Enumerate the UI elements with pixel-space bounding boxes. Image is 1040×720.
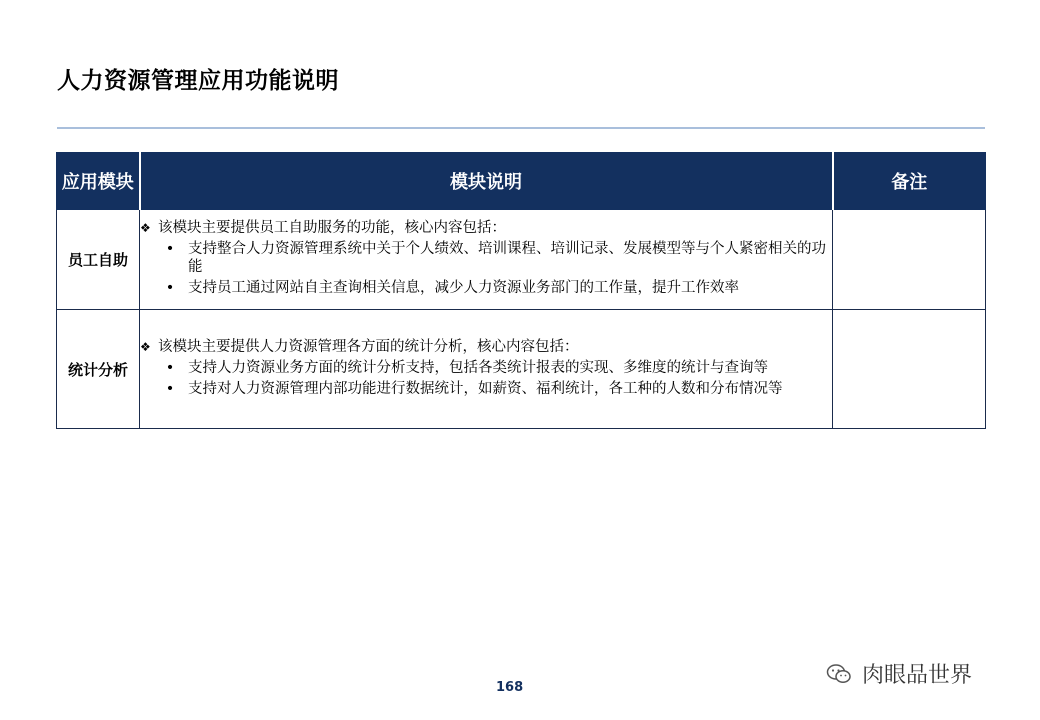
point-text: 支持人力资源业务方面的统计分析支持，包括各类统计报表的实现、多维度的统计与查询等 — [188, 359, 768, 376]
list-item — [140, 240, 832, 276]
watermark — [826, 658, 972, 689]
list-item — [140, 380, 832, 398]
module-note — [833, 310, 986, 429]
diamond-bullet-icon: ❖ — [140, 339, 151, 354]
module-name: 员工自助 — [57, 210, 140, 310]
module-note — [833, 210, 986, 310]
table-row — [57, 210, 986, 310]
lead-text: 该模块主要提供人力资源管理各方面的统计分析，核心内容包括： — [158, 338, 579, 355]
module-description — [140, 310, 833, 429]
lead-text: 该模块主要提供员工自助服务的功能，核心内容包括： — [158, 220, 506, 236]
page-number: 168 — [496, 680, 524, 695]
bullet-icon: • — [165, 359, 175, 376]
module-name: 统计分析 — [57, 310, 140, 429]
bullet-icon: • — [165, 280, 175, 296]
header-module: 应用模块 — [57, 153, 140, 210]
point-text: 支持对人力资源管理内部功能进行数据统计，如薪资、福利统计，各工种的人数和分布情况等 — [188, 380, 783, 397]
table-row — [57, 310, 986, 429]
header-description: 模块说明 — [140, 153, 833, 210]
description-lead — [140, 338, 832, 356]
list-item — [140, 279, 832, 297]
diamond-bullet-icon: ❖ — [140, 221, 151, 235]
watermark-text: 肉眼品世界 — [862, 663, 973, 688]
point-text: 支持整合人力资源管理系统中关于个人绩效、培训课程、培训记录、发展模型等与个人紧密相关的功能 — [188, 241, 826, 275]
page-title: 人力资源管理应用功能说明 — [57, 68, 339, 94]
title-divider — [57, 127, 985, 129]
point-list — [140, 240, 832, 297]
header-note: 备注 — [833, 153, 986, 210]
bullet-icon: • — [165, 380, 175, 397]
list-item — [140, 359, 832, 377]
description-lead — [140, 219, 832, 237]
module-description — [140, 210, 833, 310]
wechat-icon — [826, 663, 852, 685]
bullet-icon: • — [165, 241, 175, 257]
point-text: 支持员工通过网站自主查询相关信息，减少人力资源业务部门的工作量，提升工作效率 — [188, 280, 739, 296]
module-table — [56, 152, 986, 429]
point-list — [140, 359, 832, 398]
table-header-row — [57, 153, 986, 210]
